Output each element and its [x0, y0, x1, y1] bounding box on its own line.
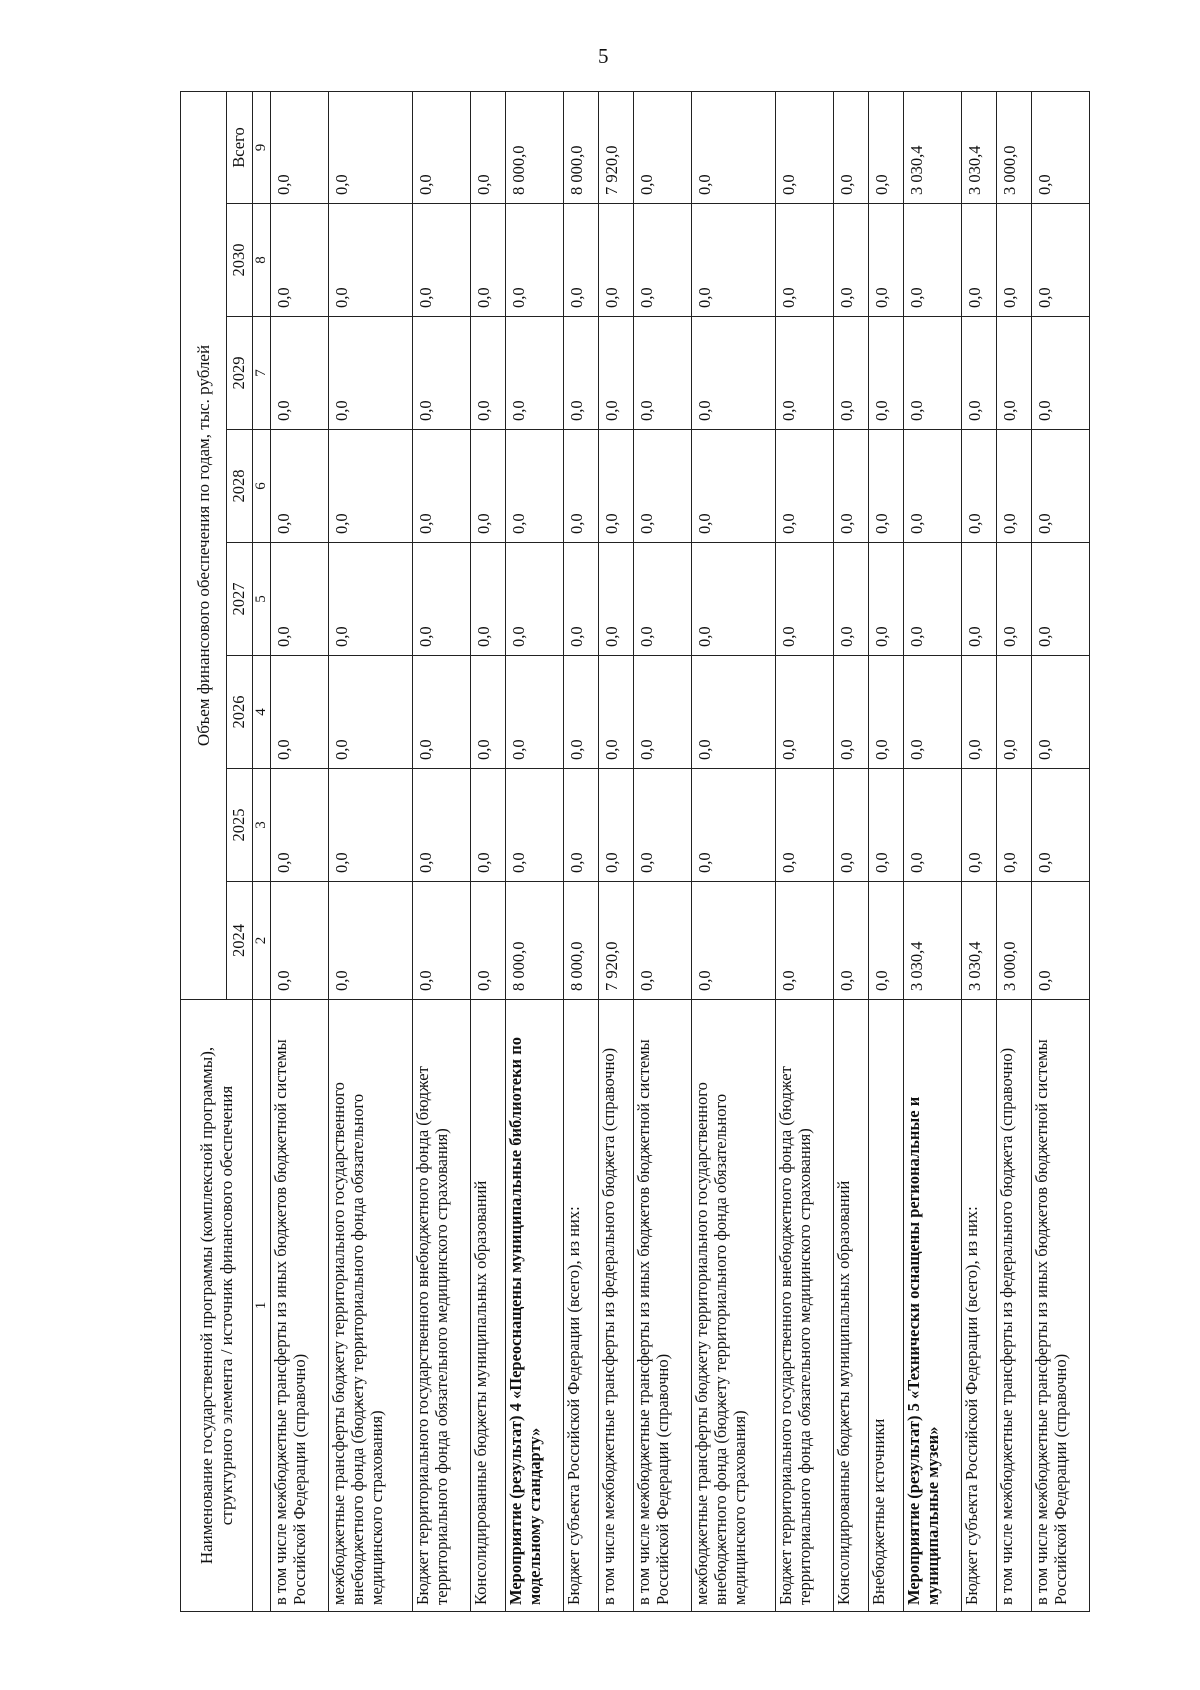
row-value-cell: 0,0 — [691, 204, 775, 317]
table-row — [563, 91, 598, 1611]
row-value-cell: 0,0 — [997, 317, 1032, 430]
row-value-cell: 0,0 — [634, 430, 692, 543]
row-value-cell: 0,0 — [634, 769, 692, 882]
row-value-cell: 0,0 — [413, 656, 471, 769]
row-value-cell: 0,0 — [691, 769, 775, 882]
row-value-cell: 0,0 — [328, 656, 412, 769]
row-value-cell: 0,0 — [563, 204, 598, 317]
header-index-row — [253, 91, 271, 1611]
header-year-2028: 2028 — [227, 430, 253, 543]
page-number: 5 — [598, 44, 609, 68]
row-value-cell: 0,0 — [904, 656, 962, 769]
financing-table — [180, 91, 1090, 1612]
row-value-cell: 0,0 — [869, 656, 904, 769]
row-value-cell: 0,0 — [1032, 204, 1090, 317]
row-value-cell: 0,0 — [776, 430, 834, 543]
table-row — [961, 91, 996, 1611]
row-value-cell: 0,0 — [869, 204, 904, 317]
row-value-cell: 0,0 — [328, 769, 412, 882]
row-value-cell: 0,0 — [833, 543, 868, 656]
row-source-name: Бюджет территориального государственного внебюджетного фонда (бюджет территориального фонда обязательного медицинского страхования) — [776, 1000, 834, 1612]
table-row — [506, 91, 564, 1611]
table-row — [328, 91, 412, 1611]
row-value-cell: 0,0 — [563, 543, 598, 656]
row-value-cell: 0,0 — [691, 656, 775, 769]
row-value-cell: 0,0 — [563, 317, 598, 430]
row-source-name: межбюджетные трансферты бюджету территориального государственного внебюджетного фонда (бюджету территориального фонда обязательного медицинского страхования) — [328, 1000, 412, 1612]
row-value-cell: 8 000,0 — [563, 91, 598, 203]
row-value-cell: 0,0 — [470, 91, 505, 203]
row-value-cell: 0,0 — [470, 204, 505, 317]
row-value-cell: 0,0 — [470, 882, 505, 1000]
row-value-cell: 0,0 — [470, 317, 505, 430]
table-row — [904, 91, 962, 1611]
row-value-cell: 0,0 — [470, 656, 505, 769]
row-value-cell: 0,0 — [691, 91, 775, 203]
row-value-cell: 0,0 — [413, 769, 471, 882]
row-value-cell: 0,0 — [413, 204, 471, 317]
row-value-cell: 0,0 — [869, 91, 904, 203]
row-value-cell: 0,0 — [776, 91, 834, 203]
row-value-cell: 0,0 — [413, 882, 471, 1000]
row-value-cell: 0,0 — [961, 317, 996, 430]
row-value-cell: 3 030,4 — [904, 882, 962, 1000]
row-value-cell: 0,0 — [833, 882, 868, 1000]
row-value-cell: 3 000,0 — [997, 882, 1032, 1000]
row-value-cell: 0,0 — [271, 769, 329, 882]
row-value-cell: 0,0 — [997, 204, 1032, 317]
row-value-cell: 0,0 — [271, 204, 329, 317]
row-value-cell: 0,0 — [563, 769, 598, 882]
row-value-cell: 0,0 — [869, 882, 904, 1000]
table-row — [271, 91, 329, 1611]
row-value-cell: 0,0 — [634, 317, 692, 430]
row-source-name: Бюджет субъекта Российской Федерации (всего), из них: — [563, 1000, 598, 1612]
header-year-2030: 2030 — [227, 204, 253, 317]
table-row — [1032, 91, 1090, 1611]
row-value-cell: 3 030,4 — [961, 91, 996, 203]
row-value-cell: 0,0 — [961, 543, 996, 656]
row-value-cell: 0,0 — [599, 430, 634, 543]
row-value-cell: 0,0 — [691, 543, 775, 656]
row-value-cell: 0,0 — [869, 543, 904, 656]
row-value-cell: 0,0 — [413, 543, 471, 656]
row-value-cell: 0,0 — [691, 317, 775, 430]
row-value-cell: 0,0 — [634, 656, 692, 769]
row-value-cell: 0,0 — [634, 204, 692, 317]
row-value-cell: 0,0 — [776, 317, 834, 430]
column-index-8: 8 — [253, 204, 271, 317]
row-value-cell: 0,0 — [904, 430, 962, 543]
row-source-name: Консолидированные бюджеты муниципальных образований — [833, 1000, 868, 1612]
row-value-cell: 0,0 — [997, 769, 1032, 882]
row-value-cell: 0,0 — [1032, 543, 1090, 656]
row-value-cell: 0,0 — [328, 882, 412, 1000]
table-body — [271, 91, 1090, 1611]
row-value-cell: 0,0 — [271, 91, 329, 203]
row-value-cell: 0,0 — [1032, 769, 1090, 882]
row-value-cell: 0,0 — [271, 317, 329, 430]
row-value-cell: 0,0 — [563, 430, 598, 543]
row-value-cell: 0,0 — [1032, 656, 1090, 769]
row-value-cell: 0,0 — [1032, 882, 1090, 1000]
row-source-name: в том числе межбюджетные трансферты из иных бюджетов бюджетной системы Российской Федерации (справочно) — [634, 1000, 692, 1612]
row-source-name: Консолидированные бюджеты муниципальных образований — [470, 1000, 505, 1612]
header-year-total: Всего — [227, 91, 253, 203]
table-row — [470, 91, 505, 1611]
row-value-cell: 0,0 — [833, 769, 868, 882]
row-value-cell: 0,0 — [1032, 430, 1090, 543]
row-value-cell: 3 000,0 — [997, 91, 1032, 203]
column-index-2: 2 — [253, 882, 271, 1000]
row-value-cell: 0,0 — [470, 769, 505, 882]
row-value-cell: 7 920,0 — [599, 882, 634, 1000]
row-source-name: Бюджет субъекта Российской Федерации (всего), из них: — [961, 1000, 996, 1612]
row-value-cell: 0,0 — [634, 882, 692, 1000]
row-value-cell: 3 030,4 — [961, 882, 996, 1000]
row-value-cell: 0,0 — [328, 91, 412, 203]
row-value-cell: 0,0 — [506, 204, 564, 317]
row-value-cell: 8 000,0 — [563, 882, 598, 1000]
row-value-cell: 0,0 — [997, 430, 1032, 543]
row-source-name: Бюджет территориального государственного внебюджетного фонда (бюджет территориального фонда обязательного медицинского страхования) — [413, 1000, 471, 1612]
column-index-5: 5 — [253, 543, 271, 656]
row-value-cell: 0,0 — [961, 430, 996, 543]
row-value-cell: 0,0 — [904, 317, 962, 430]
column-index-9: 9 — [253, 91, 271, 203]
row-source-name: в том числе межбюджетные трансферты из федерального бюджета (справочно) — [599, 1000, 634, 1612]
row-value-cell: 0,0 — [470, 430, 505, 543]
row-value-cell: 0,0 — [833, 204, 868, 317]
column-index-7: 7 — [253, 317, 271, 430]
header-volume-title: Объем финансового обеспечения по годам, тыс. рублей — [181, 91, 227, 999]
row-value-cell: 0,0 — [599, 656, 634, 769]
row-source-name: в том числе межбюджетные трансферты из федерального бюджета (справочно) — [997, 1000, 1032, 1612]
row-value-cell: 0,0 — [904, 543, 962, 656]
row-value-cell: 0,0 — [413, 91, 471, 203]
row-value-cell: 0,0 — [833, 91, 868, 203]
row-source-name: в том числе межбюджетные трансферты из иных бюджетов бюджетной системы Российской Федерации (справочно) — [271, 1000, 329, 1612]
table-row — [691, 91, 775, 1611]
header-year-2026: 2026 — [227, 656, 253, 769]
row-value-cell: 0,0 — [470, 543, 505, 656]
rotated-table-container — [180, 92, 1090, 1612]
row-value-cell: 7 920,0 — [599, 91, 634, 203]
table-row — [869, 91, 904, 1611]
row-source-name: Внебюджетные источники — [869, 1000, 904, 1612]
row-value-cell: 0,0 — [506, 543, 564, 656]
header-year-2024: 2024 — [227, 882, 253, 1000]
row-value-cell: 0,0 — [506, 317, 564, 430]
row-value-cell: 0,0 — [961, 769, 996, 882]
row-value-cell: 0,0 — [1032, 91, 1090, 203]
table-row — [776, 91, 834, 1611]
row-value-cell: 8 000,0 — [506, 91, 564, 203]
column-index-4: 4 — [253, 656, 271, 769]
row-value-cell: 0,0 — [506, 430, 564, 543]
row-value-cell: 0,0 — [869, 769, 904, 882]
row-value-cell: 0,0 — [599, 543, 634, 656]
row-value-cell: 0,0 — [691, 882, 775, 1000]
row-value-cell: 0,0 — [776, 204, 834, 317]
header-year-2027: 2027 — [227, 543, 253, 656]
table-row — [634, 91, 692, 1611]
row-value-cell: 0,0 — [776, 769, 834, 882]
row-value-cell: 0,0 — [961, 204, 996, 317]
row-value-cell: 0,0 — [1032, 317, 1090, 430]
row-value-cell: 0,0 — [271, 543, 329, 656]
table-row — [413, 91, 471, 1611]
row-value-cell: 0,0 — [634, 91, 692, 203]
row-value-cell: 0,0 — [833, 317, 868, 430]
row-value-cell: 3 030,4 — [904, 91, 962, 203]
row-value-cell: 0,0 — [328, 430, 412, 543]
row-event-title: Мероприятие (результат) 5 «Технически оснащены региональные и муниципальные музеи» — [904, 1000, 962, 1612]
table-row — [833, 91, 868, 1611]
row-value-cell: 0,0 — [634, 543, 692, 656]
row-value-cell: 0,0 — [328, 543, 412, 656]
row-value-cell: 0,0 — [506, 656, 564, 769]
row-value-cell: 0,0 — [961, 656, 996, 769]
row-value-cell: 0,0 — [328, 317, 412, 430]
row-value-cell: 0,0 — [869, 317, 904, 430]
row-value-cell: 0,0 — [776, 543, 834, 656]
row-value-cell: 0,0 — [776, 656, 834, 769]
row-value-cell: 0,0 — [413, 317, 471, 430]
row-value-cell: 0,0 — [904, 204, 962, 317]
row-event-title: Мероприятие (результат) 4 «Переоснащены муниципальные библиотеки по модельному стандарту» — [506, 1000, 564, 1612]
row-value-cell: 0,0 — [833, 656, 868, 769]
row-value-cell: 0,0 — [997, 543, 1032, 656]
header-name-column: Наименование государственной программы (комплексной программы), структурного элемента / источник финансового обеспечения — [181, 1000, 253, 1612]
header-year-2029: 2029 — [227, 317, 253, 430]
row-value-cell: 0,0 — [599, 317, 634, 430]
row-value-cell: 0,0 — [599, 769, 634, 882]
row-source-name: в том числе межбюджетные трансферты из иных бюджетов бюджетной системы Российской Федерации (справочно) — [1032, 1000, 1090, 1612]
row-value-cell: 0,0 — [691, 430, 775, 543]
row-value-cell: 0,0 — [413, 430, 471, 543]
column-index-1: 1 — [253, 1000, 271, 1612]
row-value-cell: 0,0 — [271, 882, 329, 1000]
row-source-name: межбюджетные трансферты бюджету территориального государственного внебюджетного фонда (бюджету территориального фонда обязательного медицинского страхования) — [691, 1000, 775, 1612]
row-value-cell: 0,0 — [833, 430, 868, 543]
table-row — [997, 91, 1032, 1611]
row-value-cell: 0,0 — [271, 656, 329, 769]
row-value-cell: 0,0 — [776, 882, 834, 1000]
row-value-cell: 0,0 — [997, 656, 1032, 769]
header-year-2025: 2025 — [227, 769, 253, 882]
column-index-3: 3 — [253, 769, 271, 882]
row-value-cell: 8 000,0 — [506, 882, 564, 1000]
column-index-6: 6 — [253, 430, 271, 543]
row-value-cell: 0,0 — [328, 204, 412, 317]
row-value-cell: 0,0 — [904, 769, 962, 882]
row-value-cell: 0,0 — [563, 656, 598, 769]
row-value-cell: 0,0 — [869, 430, 904, 543]
table-row — [599, 91, 634, 1611]
row-value-cell: 0,0 — [271, 430, 329, 543]
row-value-cell: 0,0 — [599, 204, 634, 317]
row-value-cell: 0,0 — [506, 769, 564, 882]
